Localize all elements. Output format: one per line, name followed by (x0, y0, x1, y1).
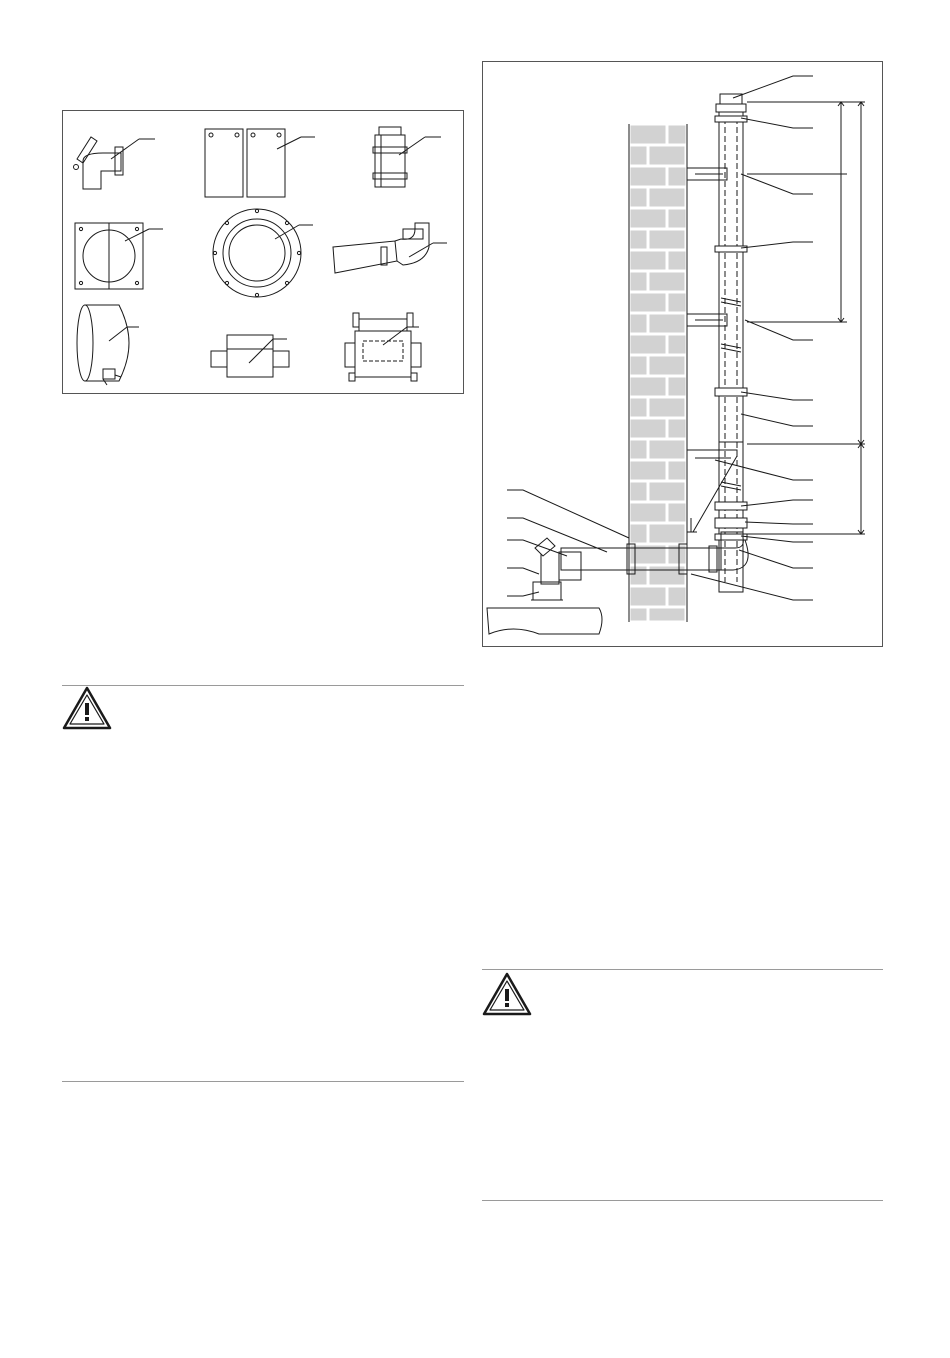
brick (667, 124, 687, 145)
brick (629, 124, 667, 145)
brick (629, 145, 648, 166)
brick (667, 418, 687, 439)
external-wall-flue-installation-icon (483, 62, 882, 646)
warning-triangle-icon (62, 686, 112, 730)
brick (667, 376, 687, 397)
brick (629, 334, 667, 355)
brick (629, 313, 648, 334)
brick (629, 439, 648, 460)
brick (629, 502, 667, 523)
pipe-clamp-band-icon (77, 305, 139, 385)
brick (629, 166, 667, 187)
brick (629, 565, 648, 586)
brick (667, 250, 687, 271)
warning-triangle-icon (482, 972, 532, 1016)
brick (629, 481, 648, 502)
brick (648, 565, 686, 586)
dimension-brackets (747, 102, 865, 534)
inspection-tee-icon (345, 313, 421, 381)
brick (629, 607, 648, 622)
brick (648, 271, 686, 292)
brick (629, 229, 648, 250)
brick (667, 334, 687, 355)
boiler-connection (487, 538, 602, 634)
warning-top-rule-right (482, 969, 883, 970)
brick (648, 523, 686, 544)
brick (629, 586, 667, 607)
brick (648, 439, 686, 460)
brick (629, 523, 648, 544)
brick (629, 187, 648, 208)
brick (667, 544, 687, 565)
brick (667, 460, 687, 481)
warning-icon-right (482, 972, 532, 1016)
warning-top-rule (62, 685, 464, 686)
brick-wall (629, 124, 687, 622)
inspection-piece-icon (211, 335, 289, 377)
cover-plates-icon (205, 129, 315, 197)
accessories-figure (62, 110, 464, 394)
brick (648, 355, 686, 376)
brick (648, 607, 686, 622)
square-wall-plate-icon (75, 223, 163, 289)
offset-elbow-icon (333, 223, 447, 273)
brick (667, 586, 687, 607)
warning-bottom-rule-right (482, 1200, 883, 1201)
brick (629, 418, 667, 439)
brick (629, 355, 648, 376)
brick (667, 502, 687, 523)
brick (629, 460, 667, 481)
brick (629, 376, 667, 397)
brick (629, 250, 667, 271)
brick (648, 397, 686, 418)
installation-figure (482, 61, 883, 647)
brick (667, 208, 687, 229)
brick (629, 397, 648, 418)
vertical-flue-stack (715, 94, 747, 592)
brick (629, 208, 667, 229)
brick (629, 292, 667, 313)
brick (667, 292, 687, 313)
warning-icon-left (62, 686, 112, 730)
elbow-fitting-icon (74, 137, 156, 189)
brick (648, 145, 686, 166)
warning-bottom-rule (62, 1081, 464, 1082)
brick (629, 271, 648, 292)
brick (648, 481, 686, 502)
brick (648, 313, 686, 334)
brick (648, 229, 686, 250)
brick (667, 166, 687, 187)
callouts-right (691, 76, 813, 600)
extension-pipe-icon (373, 127, 441, 187)
accessories-drawing (63, 111, 463, 393)
brick (648, 187, 686, 208)
round-wall-rosette-icon (213, 209, 313, 297)
